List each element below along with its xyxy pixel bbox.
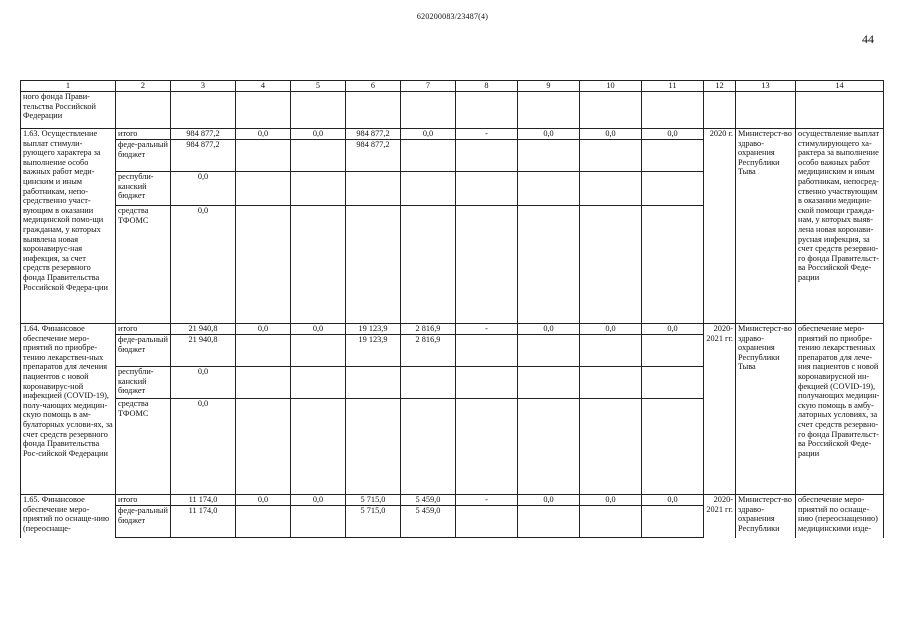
value-cell	[401, 140, 456, 172]
column-header: 4	[236, 81, 291, 92]
source-label: феде-ральный бюджет	[116, 506, 171, 538]
value-cell: 11 174,0	[171, 506, 236, 538]
value-cell: 19 123,9	[346, 324, 401, 335]
value-cell: 0,0	[518, 324, 580, 335]
value-cell	[580, 140, 642, 172]
column-header: 13	[736, 81, 796, 92]
source-label: итого	[116, 324, 171, 335]
years-cell: 2020 г.	[704, 129, 736, 324]
value-cell: 0,0	[642, 495, 704, 506]
source-label: итого	[116, 129, 171, 140]
column-header: 8	[456, 81, 518, 92]
column-header: 5	[291, 81, 346, 92]
result-cell: обеспечение меро-приятий по приобре-тению лекарственных препаратов для лече-ния пациентов с новой коронавирусной ин-фекцией (COVID-19), получающих медицин-скую помощь в амбу-латорных условиях, за счет средств резервно-го фонда Правительст-ва Российской Феде-рации	[796, 324, 884, 495]
value-cell: 0,0	[580, 129, 642, 140]
value-cell: 0,0	[236, 129, 291, 140]
value-cell: 0,0	[580, 324, 642, 335]
document-id: 620200083/23487(4)	[416, 12, 489, 21]
years-cell: 2020-2021 гг.	[704, 324, 736, 495]
value-cell: 984 877,2	[346, 140, 401, 172]
result-cell: обеспечение меро-приятий по оснаще-нию (переоснащению) медицинскими изде-	[796, 495, 884, 538]
value-cell: 19 123,9	[346, 335, 401, 367]
continuation-row	[21, 92, 884, 129]
value-cell: 0,0	[518, 495, 580, 506]
source-label: итого	[116, 495, 171, 506]
value-cell: 984 877,2	[346, 129, 401, 140]
value-cell	[456, 140, 518, 172]
column-header: 14	[796, 81, 884, 92]
measure-name: 1.65. Финансовое обеспечение меро-приятий по оснаще-нию (переоснаще-	[21, 495, 116, 538]
value-cell: 0,0	[518, 129, 580, 140]
value-cell: 11 174,0	[171, 495, 236, 506]
measure-name: 1.64. Финансовое обеспечение меро-приятий по приобре-тению лекарствен-ных препаратов для лечения пациентов с новой коронавирус-ной инфекцией (COVID-19), полу-чающих медицин-скую помощь в ам-булаторных услови-ях, за счет средств резервного фонда Правительства Рос-сийской Федерации	[21, 324, 116, 495]
executor-cell: Министерст-во здраво-охранения Республики	[736, 495, 796, 538]
value-cell: 2 816,9	[401, 324, 456, 335]
value-cell: 0,0	[580, 495, 642, 506]
value-cell	[580, 506, 642, 538]
value-cell: 2 816,9	[401, 335, 456, 367]
value-cell: 0,0	[171, 367, 236, 399]
value-cell: 0,0	[291, 495, 346, 506]
source-label: средства ТФОМС	[116, 206, 171, 324]
value-cell: 21 940,8	[171, 335, 236, 367]
value-cell: 984 877,2	[171, 129, 236, 140]
value-cell	[236, 140, 291, 172]
executor-cell: Министерст-во здраво-охранения Республики Тыва	[736, 324, 796, 495]
source-label: средства ТФОМС	[116, 399, 171, 495]
value-cell	[456, 506, 518, 538]
value-cell: -	[456, 129, 518, 140]
value-cell: 5 715,0	[346, 506, 401, 538]
value-cell	[291, 506, 346, 538]
value-cell: -	[456, 324, 518, 335]
value-cell: 5 459,0	[401, 506, 456, 538]
value-cell	[642, 140, 704, 172]
continuation-text: ного фонда Прави-тельства Российской Федерации	[21, 92, 116, 129]
source-label: феде-ральный бюджет	[116, 335, 171, 367]
value-cell: -	[456, 495, 518, 506]
value-cell: 5 715,0	[346, 495, 401, 506]
value-cell	[642, 506, 704, 538]
table-row	[21, 495, 884, 506]
value-cell: 0,0	[236, 324, 291, 335]
value-cell	[518, 140, 580, 172]
value-cell: 0,0	[171, 399, 236, 495]
value-cell: 0,0	[642, 129, 704, 140]
value-cell: 21 940,8	[171, 324, 236, 335]
column-header: 7	[401, 81, 456, 92]
column-header: 2	[116, 81, 171, 92]
value-cell	[291, 335, 346, 367]
column-header: 9	[518, 81, 580, 92]
value-cell: 5 459,0	[401, 495, 456, 506]
value-cell	[518, 506, 580, 538]
column-header: 6	[346, 81, 401, 92]
value-cell: 0,0	[171, 172, 236, 206]
value-cell	[642, 335, 704, 367]
column-number-row	[21, 81, 884, 92]
column-header: 12	[704, 81, 736, 92]
value-cell: 0,0	[236, 495, 291, 506]
value-cell	[456, 335, 518, 367]
value-cell: 0,0	[401, 129, 456, 140]
value-cell: 0,0	[171, 206, 236, 324]
program-table	[20, 80, 884, 538]
value-cell	[236, 335, 291, 367]
value-cell: 0,0	[291, 129, 346, 140]
page-number: 44	[862, 32, 874, 46]
table-row	[21, 324, 884, 335]
measure-name: 1.63. Осуществление выплат стимули-рующего характера за выполнение особо важных работ меди-цинским и иным работникам, непо-средственно участ-вующим в оказании медицинской помо-щи гражданам, у которых выявлена новая коронавирус-ная инфекция, за счет средств резервного фонда Правительства Российской Федера-ции	[21, 129, 116, 324]
column-header: 3	[171, 81, 236, 92]
value-cell: 0,0	[291, 324, 346, 335]
executor-cell: Министерст-во здраво-охранения Республики Тыва	[736, 129, 796, 324]
result-cell: осуществление выплат стимулирующего ха-рактера за выполнение особо важных работ медицинским и иным работникам, непосред-ственно участвующим в оказании медицин-ской помощи гражда-нам, у которых выяв-лена новая коронави-русная инфекция, за счет средств резервно-го фонда Правительст-ва Российской Феде-рации	[796, 129, 884, 324]
column-header: 1	[21, 81, 116, 92]
value-cell: 984 877,2	[171, 140, 236, 172]
years-cell: 2020-2021 гг.	[704, 495, 736, 538]
column-header: 10	[580, 81, 642, 92]
value-cell	[291, 140, 346, 172]
value-cell	[236, 506, 291, 538]
source-label: феде-ральный бюджет	[116, 140, 171, 172]
source-label: республи-канский бюджет	[116, 367, 171, 399]
column-header: 11	[642, 81, 704, 92]
value-cell: 0,0	[642, 324, 704, 335]
table-row	[21, 129, 884, 140]
source-label: республи-канский бюджет	[116, 172, 171, 206]
value-cell	[580, 335, 642, 367]
value-cell	[518, 335, 580, 367]
